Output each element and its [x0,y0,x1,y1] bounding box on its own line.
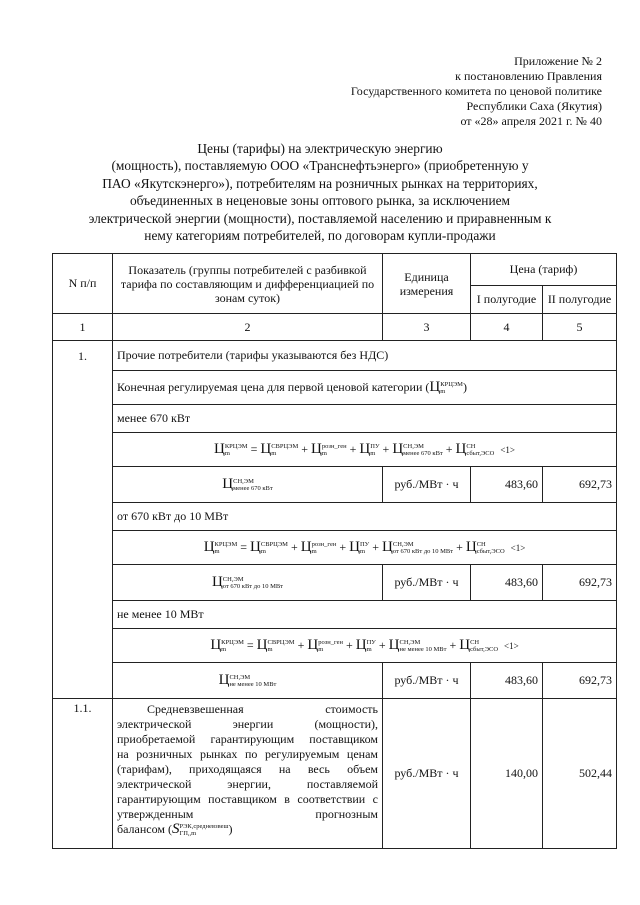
value-h2: 692,73 [543,565,617,601]
col-number: 1 [53,314,113,341]
attachment-line: Приложение № 2 [514,54,602,68]
row-weighted-cost [53,699,617,849]
final-price-cell [113,371,617,405]
group-label: менее 670 кВт [113,405,617,433]
value-h2: 692,73 [543,467,617,503]
value-row [53,467,617,503]
value-h1: 483,60 [471,663,543,699]
formula-row [53,433,617,467]
value-h1: 483,60 [471,467,543,503]
value-symbol: Ц СН,ЭМ менее 670 кВт [113,467,383,503]
attachment-line: Государственного комитета по ценовой политике [350,84,602,98]
col-number: 4 [471,314,543,341]
header-row [53,254,617,286]
attachment-line: от «28» апреля 2021 г. № 40 [460,114,602,128]
title-line: ПАО «Якутскэнерго»), потребителям на розничных рынках на территориях, [102,175,538,191]
header-indicator: Показатель (группы потребителей с разбивкой тарифа по составляющим и дифференциацией по зонам суток) [113,254,383,314]
row-number: 1. [53,341,113,699]
title-line: нему категориям потребителей, по договорам купли-продажи [144,228,496,244]
header-h1: I полугодие [471,286,543,314]
column-number-row [53,314,617,341]
formula-row [53,629,617,663]
value-h2: 502,44 [543,699,617,849]
value-row [53,565,617,601]
title-line: объединенных в неценовые зоны оптового рынка, за исключением [129,193,511,209]
desc-line: электрической энергии (мощности), [117,717,378,731]
header-h2: II полугодие [543,286,617,314]
col-number: 3 [383,314,471,341]
desc-line: утвержденным прогнозным [117,807,378,821]
desc-line: электрической энергии, поставляемой [117,777,378,791]
title-line: (мощность), поставляемую ООО «Транснефтьэнерго» (приобретенную у [111,158,529,174]
formula: Ц КРЦЭМ m = Ц СВРЦЭМ m + Ц розн_ген m + Ц ПУ m + Ц СН,ЭМ не менее 10 МВт + Ц СН сбыт,ЭСО <1> [113,629,617,663]
value-row [53,663,617,699]
group-label-row [53,405,617,433]
formula: Ц КРЦЭМ m = Ц СВРЦЭМ m + Ц розн_ген m + Ц ПУ m + Ц СН,ЭМ менее 670 кВт + Ц СН сбыт,ЭСО <1> [113,433,617,467]
price-symbol: (Ц КРЦЭМ m ) [425,379,467,396]
unit-cell: руб./МВт · ч [383,467,471,503]
group-label-row [53,601,617,629]
row-number: 1.1. [53,699,113,849]
value-h1: 483,60 [471,565,543,601]
group-label: от 670 кВт до 10 МВт [113,503,617,531]
desc-line: приобретаемой гарантирующим поставщиком [117,732,378,746]
header-price: Цена (тариф) [471,254,617,286]
desc-line: гарантирующим поставщиком в соответствии с [117,792,378,806]
desc-line: (тарифам), приходящаяся на весь объем [117,762,378,776]
header-unit: Единица измерения [383,254,471,314]
value-symbol: Ц СН,ЭМ не менее 10 МВт [113,663,383,699]
col-number: 5 [543,314,617,341]
final-price-text: Конечная регулируемая цена для первой ценовой категории [117,380,423,394]
desc-line: на розничных рынках по регулируемым ценам [117,747,378,761]
title-line: Цены (тарифы) на электрическую энергию [197,141,443,156]
desc-line-last: балансом (S РЭК,средневзвеш ГП,,m ) [117,821,233,838]
attachment-line: Республики Саха (Якутия) [466,99,602,113]
col-number: 2 [113,314,383,341]
attachment-line: к постановлению Правления [455,69,602,83]
section-title: Прочие потребители (тарифы указываются без НДС) [113,341,617,371]
unit-cell: руб./МВт · ч [383,565,471,601]
group-label: не менее 10 МВт [113,601,617,629]
value-symbol: Ц СН,ЭМ от 670 кВт до 10 МВт [113,565,383,601]
tariff-table [52,253,617,849]
formula: Ц КРЦЭМ m = Ц СВРЦЭМ m + Ц розн_ген m + Ц ПУ m + Ц СН,ЭМ от 670 кВт до 10 МВт + Ц СН сбыт,ЭСО <1> [113,531,617,565]
value-h2: 692,73 [543,663,617,699]
formula-row [53,531,617,565]
header-num: N п/п [53,254,113,314]
unit-cell: руб./МВт · ч [383,699,471,849]
section-row [53,341,617,371]
desc-line: Средневзвешенная стоимость [147,702,378,716]
title-line: электрической энергии (мощности), поставляемой населению и приравненным к [88,210,552,226]
row-final-price [53,371,617,405]
value-h1: 140,00 [471,699,543,849]
attachment-header [282,54,602,129]
unit-cell: руб./МВт · ч [383,663,471,699]
document-title [60,140,580,244]
weighted-cost-description [113,699,383,849]
group-label-row [53,503,617,531]
